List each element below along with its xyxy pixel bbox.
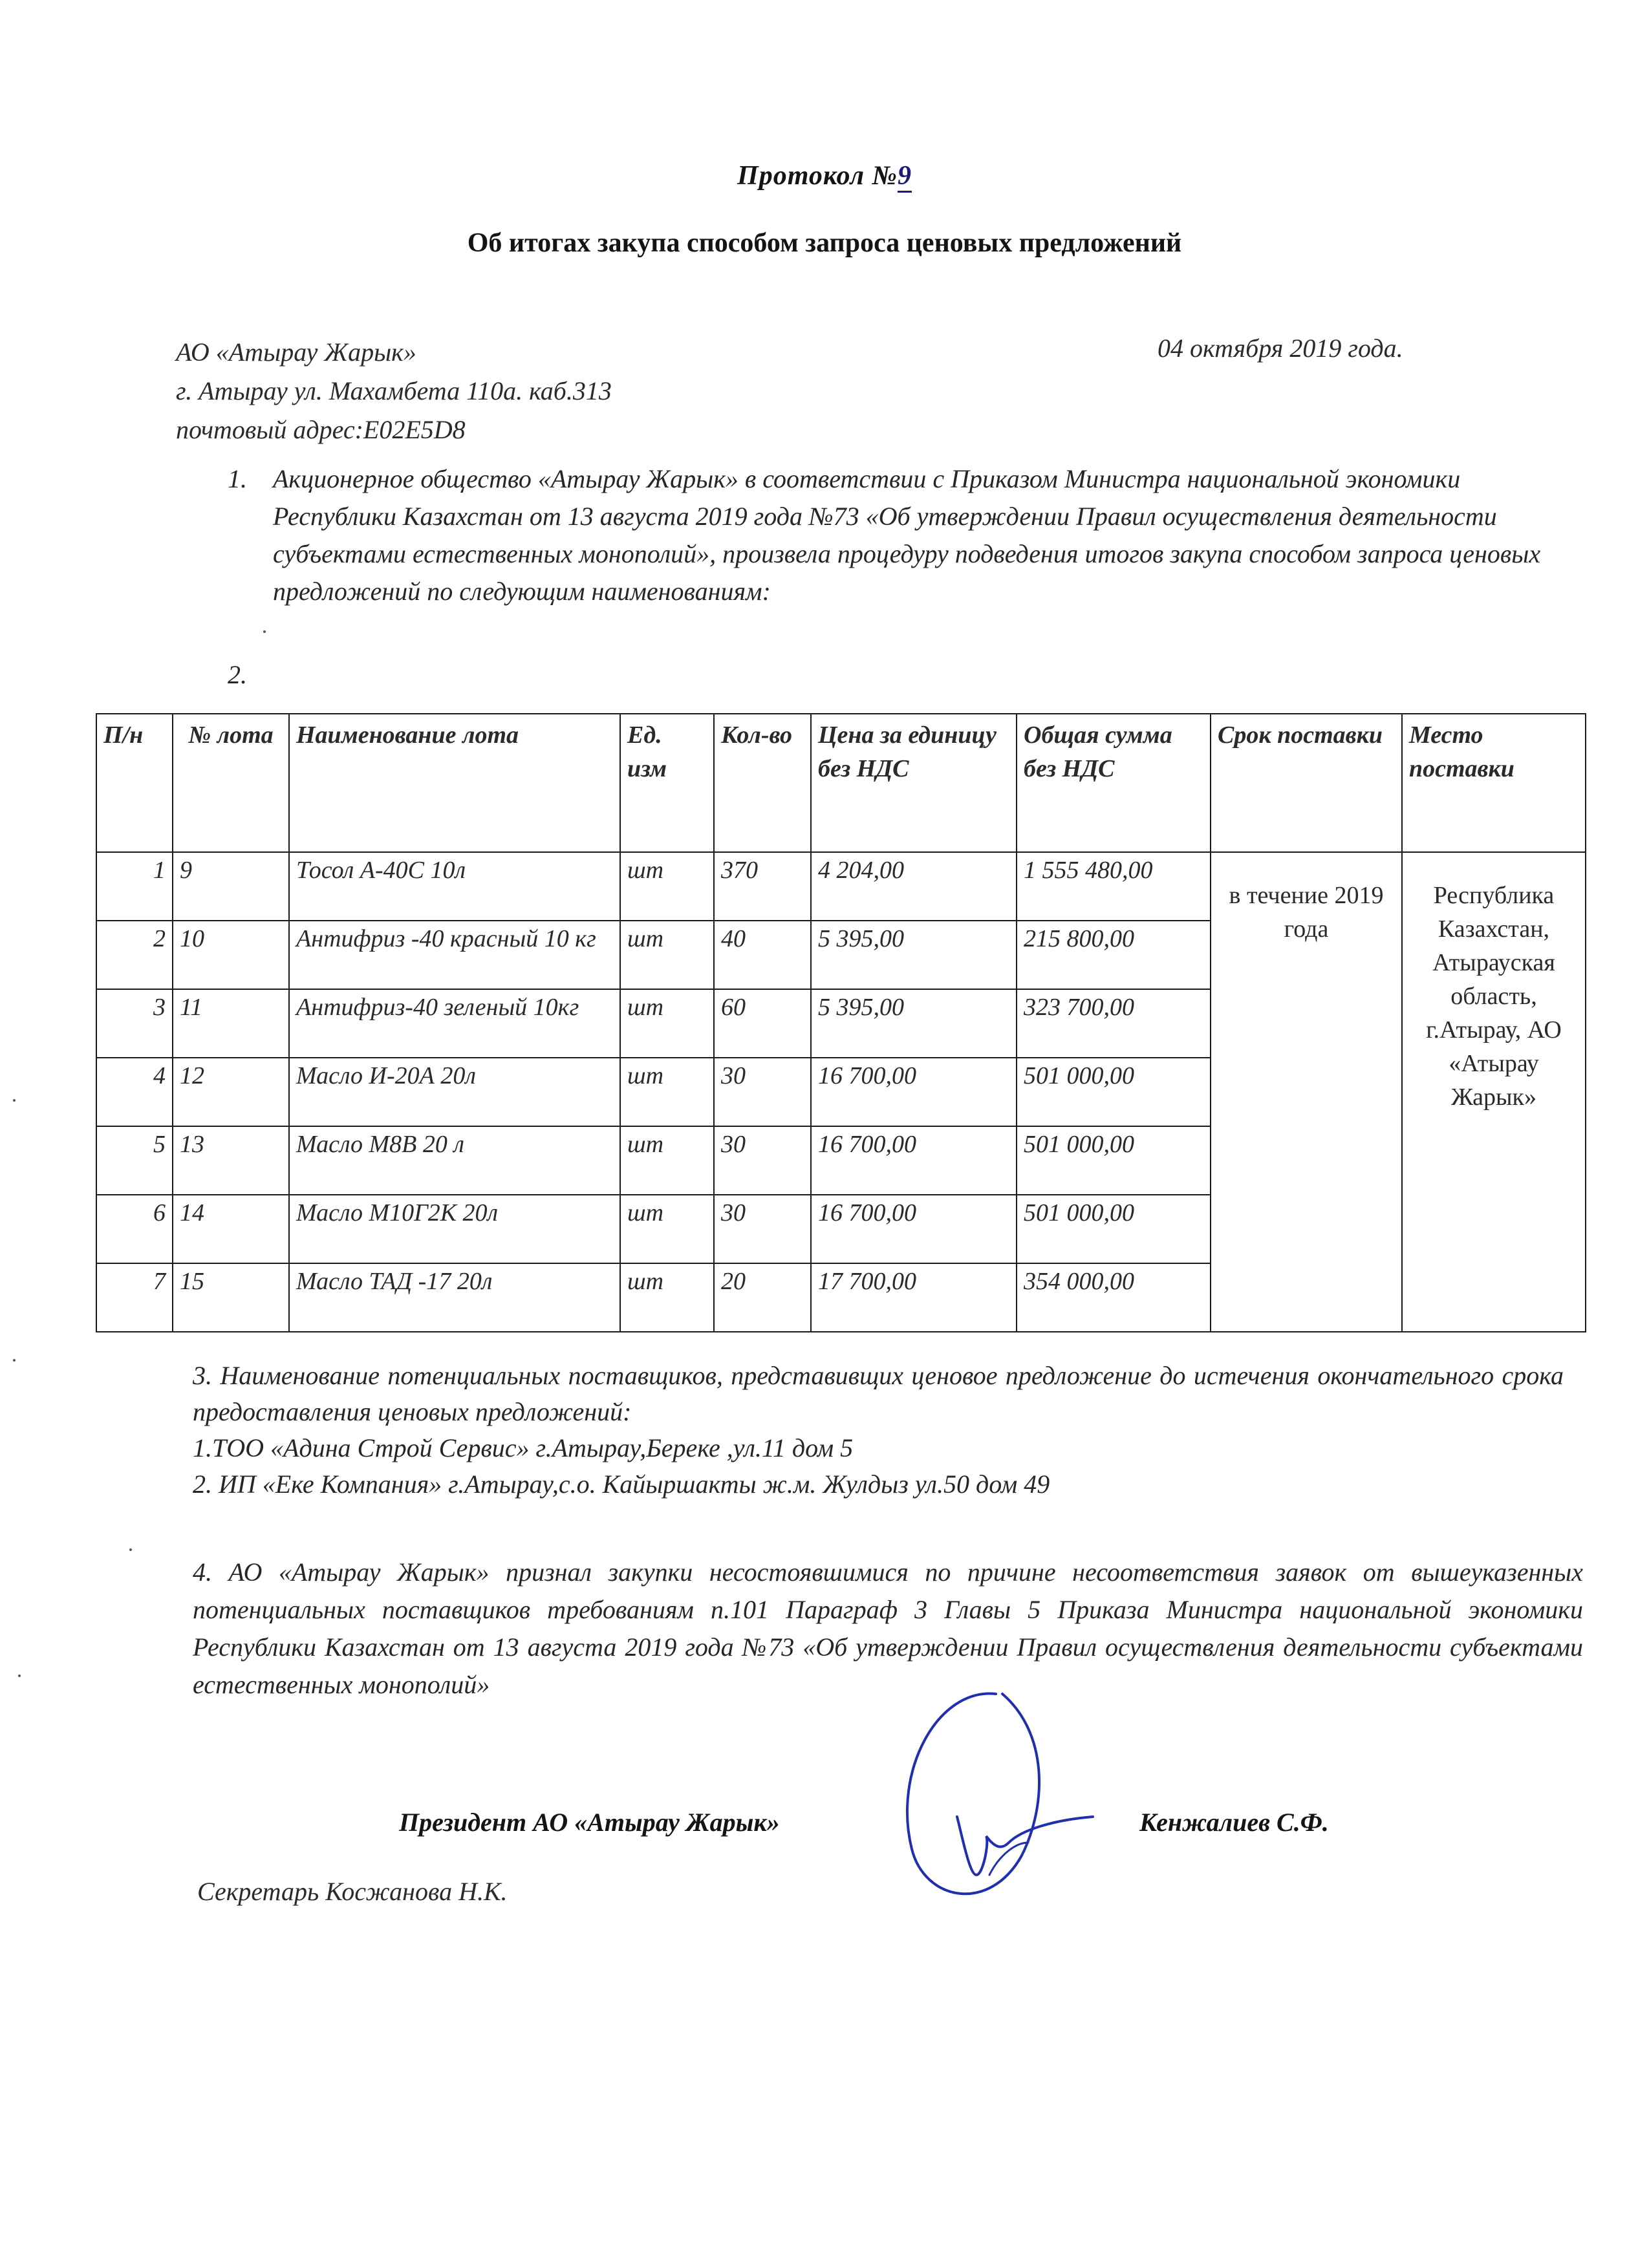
cell-price: 16 700,00 [811,1195,1017,1263]
cell-price: 17 700,00 [811,1263,1017,1332]
scan-speck [129,1548,132,1551]
president-name: Кенжалиев С.Ф. [1139,1808,1329,1837]
item-2-number: 2. [228,660,247,689]
table-row [96,852,1586,921]
cell-unit: шт [620,1195,714,1263]
cell-total: 501 000,00 [1017,1195,1211,1263]
header-lot-number: № лота [173,714,289,852]
header-delivery-term: Срок поставки [1211,714,1402,852]
cell-price: 16 700,00 [811,1126,1017,1195]
cell-qty: 40 [714,921,811,989]
cell-name: Тосол А-40С 10л [289,852,620,921]
header-quantity: Кол-во [714,714,811,852]
cell-price: 16 700,00 [811,1058,1017,1126]
cell-delivery-term: в течение 2019 года [1211,852,1402,1332]
cell-pn: 2 [96,921,173,989]
handwritten-signature [860,1681,1119,1927]
cell-qty: 60 [714,989,811,1058]
cell-unit: шт [620,852,714,921]
cell-pn: 7 [96,1263,173,1332]
cell-lot: 10 [173,921,289,989]
secretary-line: Секретарь Косжанова Н.К. [197,1877,508,1906]
cell-pn: 5 [96,1126,173,1195]
cell-price: 5 395,00 [811,921,1017,989]
cell-lot: 15 [173,1263,289,1332]
cell-total: 501 000,00 [1017,1058,1211,1126]
scan-speck [263,630,266,633]
item-1 [228,460,1547,610]
cell-price: 4 204,00 [811,852,1017,921]
header-unit: Ед. изм [620,714,714,852]
cell-lot: 9 [173,852,289,921]
cell-total: 215 800,00 [1017,921,1211,989]
header-total: Общая сумма без НДС [1017,714,1211,852]
cell-qty: 370 [714,852,811,921]
cell-qty: 20 [714,1263,811,1332]
cell-lot: 14 [173,1195,289,1263]
cell-name: Антифриз-40 зеленый 10кг [289,989,620,1058]
cell-name: Масло М8В 20 л [289,1126,620,1195]
cell-total: 354 000,00 [1017,1263,1211,1332]
cell-unit: шт [620,1126,714,1195]
item-3-text: 3. Наименование потенциальных поставщиков, представивщих ценовое предложение до истечения окончательного срока предоставления ценовых предложений: [193,1361,1564,1426]
protocol-number: 9 [898,161,912,193]
document-date: 04 октября 2019 года. [1158,334,1403,363]
scan-speck [13,1359,16,1362]
cell-name: Масло И-20А 20л [289,1058,620,1126]
item-1-text: Акционерное общество «Атырау Жарык» в соответствии с Приказом Министра национальной экономики Республики Казахстан от 13 августа 2019 года №73 «Об утверждении Правил осуществления деятельности субъектами естественных монополий», произвела процедуру подведения итогов закупа способом запроса ценовых предложений по следующим наименованиям: [273,464,1541,606]
cell-name: Масло М10Г2К 20л [289,1195,620,1263]
header-delivery-place: Место поставки [1402,714,1586,852]
cell-delivery-place: Республика Казахстан, Атырауская область, г.Атырау, АО «Атырау Жарык» [1402,852,1586,1332]
item-1-number: 1. [228,464,247,493]
table-header-row [96,714,1586,852]
org-address: г. Атырау ул. Махамбета 110а. каб.313 [176,376,612,405]
cell-lot: 12 [173,1058,289,1126]
scan-speck [18,1674,21,1677]
document-subtitle: Об итогах закупа способом запроса ценовых предложений [467,228,1182,258]
header-lot-name: Наименование лота [289,714,620,852]
cell-qty: 30 [714,1126,811,1195]
organization-block [176,333,612,449]
cell-total: 323 700,00 [1017,989,1211,1058]
document-title [0,160,1649,191]
lots-table [96,713,1586,1332]
org-postal-address: почтовый адрес:Е02Е5D8 [176,415,466,444]
cell-qty: 30 [714,1058,811,1126]
cell-pn: 4 [96,1058,173,1126]
cell-price: 5 395,00 [811,989,1017,1058]
supplier-2: 2. ИП «Еке Компания» г.Атырау,с.о. Кайыршакты ж.м. Жулдыз ул.50 дом 49 [193,1470,1050,1499]
cell-pn: 1 [96,852,173,921]
cell-unit: шт [620,1263,714,1332]
cell-total: 501 000,00 [1017,1126,1211,1195]
item-4-text: 4. АО «Атырау Жарык» признал закупки несостоявшимися по причине несоответствия заявок от вышеуказенных потенциальных поставщиков требованиям п.101 Параграф 3 Главы 5 Приказа Министра национальной экономики Республики Казахстан от 13 августа 2019 года №73 «Об утверждении Правил осуществления деятельности субъектами естественных монополий» [193,1557,1583,1699]
cell-lot: 11 [173,989,289,1058]
cell-unit: шт [620,921,714,989]
cell-qty: 30 [714,1195,811,1263]
header-pn: П/н [96,714,173,852]
header-unit-price: Цена за единицу без НДС [811,714,1017,852]
cell-total: 1 555 480,00 [1017,852,1211,921]
item-3 [193,1358,1564,1503]
cell-unit: шт [620,989,714,1058]
org-name: АО «Атырау Жарык» [176,337,416,367]
supplier-1: 1.ТОО «Адина Строй Сервис» г.Атырау,Береке ,ул.11 дом 5 [193,1433,854,1462]
cell-pn: 3 [96,989,173,1058]
scan-speck [13,1099,16,1102]
cell-pn: 6 [96,1195,173,1263]
cell-unit: шт [620,1058,714,1126]
cell-lot: 13 [173,1126,289,1195]
president-title: Президент АО «Атырау Жарык» [399,1808,780,1837]
title-prefix: Протокол № [737,161,898,191]
cell-name: Антифриз -40 красный 10 кг [289,921,620,989]
cell-name: Масло ТАД -17 20л [289,1263,620,1332]
